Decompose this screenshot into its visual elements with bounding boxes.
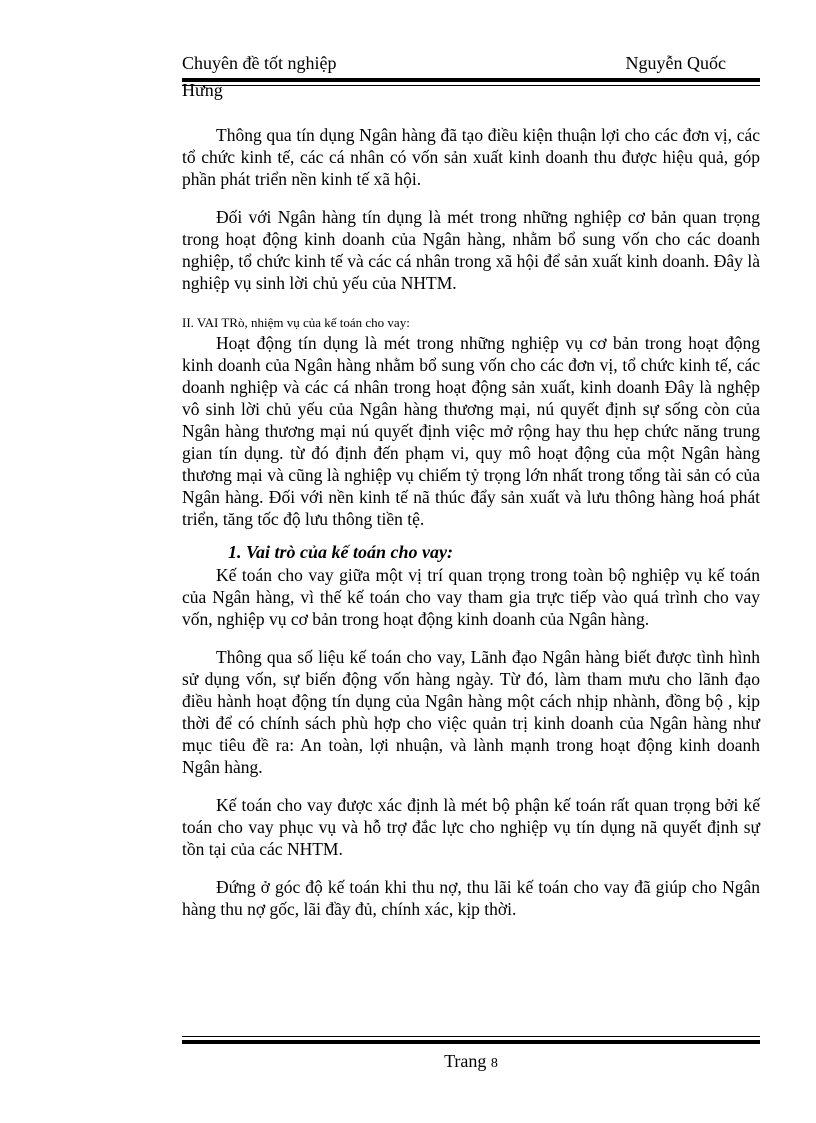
paragraph-1: Thông qua tín dụng Ngân hàng đã tạo điều kiện thuận lợi cho các đơn vị, các tổ chức kinh tế, các cá nhân có vốn sản xuất kinh doanh thu được hiệu quả, góp phần phát triển nền kinh tế xã hội.: [182, 125, 760, 189]
subsection-heading: 1. Vai trò của kế toán cho vay:: [228, 542, 453, 562]
header-rule-thin: [182, 85, 760, 86]
header-author: Nguyễn Quốc: [625, 53, 726, 73]
footer-rule-thin: [182, 1036, 760, 1037]
paragraph-7: Đứng ở góc độ kế toán khi thu nợ, thu lãi kế toán cho vay đã giúp cho Ngân hàng thu nợ gốc, lãi đầy đủ, chính xác, kịp thời.: [182, 877, 760, 919]
section-heading: II. VAI TRò, nhiệm vụ của kế toán cho vay:: [182, 315, 410, 330]
header-rule-thick: [182, 78, 760, 82]
page-number-value: 8: [490, 1056, 498, 1071]
page-label: Trang: [444, 1051, 487, 1071]
header-author-wrap: Hưng: [182, 80, 223, 100]
paragraph-3: Hoạt động tín dụng là mét trong những nghiệp vụ cơ bản trong hoạt động kinh doanh của Ngân hàng nhằm bổ sung vốn cho các đơn vị, tổ chức kinh tế, các doanh nghiệp và các cá nhân trong hoạt động sản xuất, kinh doanh Đây là nghệp vô sinh lời chủ yếu của Ngân hàng thương mại, nú quyết định sự sống còn của Ngân hàng thương mại nú quyết định việc mở rộng hay thu hẹp chức năng trung gian tín dụng. từ đó định đến phạm vi, quy mô hoạt động của một Ngân hàng thương mại và cũng là nghiệp vụ chiếm tỷ trọng lớn nhất trong tổng tài sản có của Ngân hàng. Đối với nền kinh tế nã thúc đẩy sản xuất và lưu thông hàng hoá phát triển, tăng tốc độ lưu thông tiền tệ.: [182, 333, 760, 529]
paragraph-5: Thông qua số liệu kế toán cho vay, Lãnh đạo Ngân hàng biết được tình hình sử dụng vốn, sự biến động vốn hàng ngày. Từ đó, làm tham mưu cho lãnh đạo điều hành hoạt động tín dụng của Ngân hàng một cách nhịp nhành, đồng bộ , kịp thời để có chính sách phù hợp cho việc quản trị kinh doanh của Ngân hàng như mục tiêu đề ra: An toàn, lợi nhuận, và lành mạnh trong hoạt động kinh doanh Ngân hàng.: [182, 647, 760, 777]
paragraph-6: Kế toán cho vay được xác định là mét bộ phận kế toán rất quan trọng bởi kế toán cho vay phục vụ và hỗ trợ đắc lực cho nghiệp vụ tín dụng nã quyết định sự tồn tại của các NHTM.: [182, 795, 760, 859]
paragraph-4: Kế toán cho vay giữa một vị trí quan trọng trong toàn bộ nghiệp vụ kế toán của Ngân hàng, vì thế kế toán cho vay tham gia trực tiếp vào quá trình cho vay vốn, nghiệp vụ cơ bản trong hoạt động kinh doanh của Ngân hàng.: [182, 565, 760, 629]
header-doc-title: Chuyên đề tốt nghiệp: [182, 53, 337, 73]
page-body: [182, 124, 760, 920]
footer-rule-thick: [182, 1040, 760, 1044]
paragraph-2: Đối với Ngân hàng tín dụng là mét trong những nghiệp cơ bản quan trọng trong hoạt động kinh doanh của Ngân hàng, nhằm bổ sung vốn cho các doanh nghiệp, tổ chức kinh tế và các cá nhân trong xã hội để sản xuất kinh doanh. Đây là nghiệp vụ sinh lời chủ yếu của NHTM.: [182, 207, 760, 293]
page-header: [182, 52, 760, 102]
page-number: [182, 1051, 760, 1072]
